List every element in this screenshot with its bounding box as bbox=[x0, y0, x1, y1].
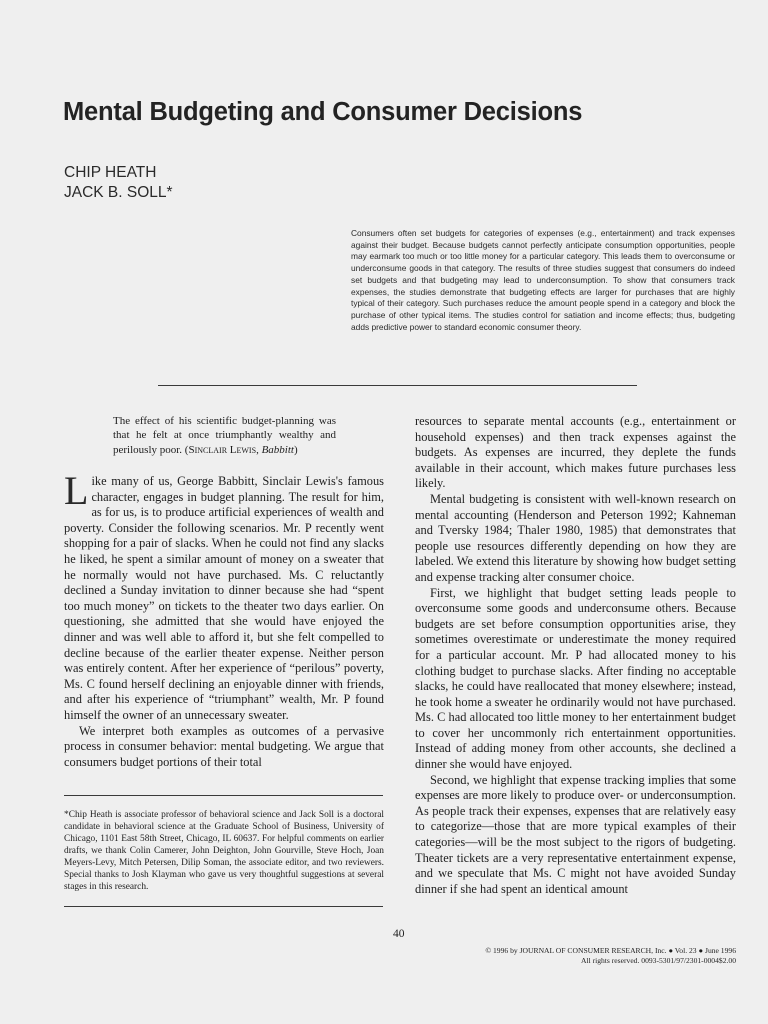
copyright-line: All rights reserved. 0093-5301/97/2301-0004$2.00 bbox=[580, 956, 736, 965]
footnote-end-rule bbox=[64, 906, 383, 907]
author-name: JACK B. SOLL* bbox=[64, 184, 173, 201]
body-column-left bbox=[64, 468, 384, 770]
epigraph-author: Sinclair Lewis bbox=[188, 443, 257, 456]
abstract: Consumers often set budgets for categories of expenses (e.g., entertainment) and track expenses against their budget. Because budgets cannot perfectly anticipate consumption opportunities, people may earmark too much or too little money for a particular category. This leads them to overconsume or underconsume goods in that category. The results of three studies suggest that consumers do indeed set budgets and that budgeting may lead to underconsumption. To show that consumers track expenses, the studies demonstrate that budgeting effects are larger for purchases that are highly typical of their category. Such purchases reduce the amount people spend in a category and block the purchase of other typical items. The studies control for satiation and income effects; thus, budgeting adds predictive power to standard economic consumer theory. bbox=[351, 228, 735, 332]
body-paragraph: First, we highlight that budget setting leads people to overconsume some goods and underconsume others. Because budgets are set before consumption opportunities arise, they sometimes overestimate or underestimate the money required for a particular account. Mr. P had allocated money to his clothing budget to purchase slacks. After finding no acceptable slacks, he could have reallocated that money elsewhere; instead, he took home a sweater he ordinarily would not have purchased. Ms. C had allocated too little money to her entertainment budget to cover her uncommonly rich entertainment opportunities. Instead of adding money from other accounts, she declined a dinner she would have enjoyed. bbox=[415, 585, 736, 772]
article-title: Mental Budgeting and Consumer Decisions bbox=[63, 98, 583, 126]
author-name: CHIP HEATH bbox=[64, 164, 157, 181]
drop-cap: L bbox=[64, 468, 89, 513]
body-paragraph: resources to separate mental accounts (e.g., entertainment or household expenses) and then track expenses against the budgets. As expenses are incurred, they deplete the funds available in their account, which makes future purchases less likely. bbox=[415, 414, 736, 491]
body-paragraph: Second, we highlight that expense tracking implies that some expenses are more likely to produce over- or underconsumption. As people track their expenses, expenses that are relatively easy to categorize—those that are more typical examples of their categories—will be the most subject to the rigors of budgeting. Theater tickets are a very representative entertainment expense, and we speculate that Ms. C might not have avoided Sunday dinner if she had spent an identical amount bbox=[415, 772, 736, 896]
epigraph-separator: , bbox=[256, 443, 262, 456]
body-paragraph bbox=[64, 468, 384, 724]
body-paragraph: Mental budgeting is consistent with well-known research on mental accounting (Henderson and Peterson 1992; Kahneman and Tversky 1984; Thaler 1980, 1985) that demonstrates that people use resources differently depending on how they are labeled. We extend this literature by showing how budget setting and expense tracking alter consumer choice. bbox=[415, 491, 736, 584]
epigraph-text: The effect of his scientific budget-planning was that he felt at once triumphantly wealthy and perilously poor. ( bbox=[113, 415, 336, 456]
copyright-notice bbox=[485, 946, 736, 966]
epigraph bbox=[113, 414, 336, 457]
paragraph-text: ike many of us, George Babbitt, Sinclair Lewis's famous character, engages in budget planning. The result for him, as for us, is to produce artificial experiences of wealth and poverty. Consider the following scenarios. Mr. P recently went shopping for a pair of slacks. When he could not find any slacks he liked, he spent a similar amount of money on a sweater that he normally would not have purchased. Ms. C reluctantly declined a Sunday invitation to dinner because she had “spent too much money” on tickets to the theater two days earlier. On questioning, she admitted that she would have enjoyed the dinner and was well able to afford it, but she felt compelled to decline because of the earlier theater expense. Neither person was entirely content. After her experience of “perilous” poverty, Ms. C found herself declining an enjoyable dinner with friends, and after his experience of “triumphant” wealth, Mr. P found himself the owner of an unnecessary sweater. bbox=[64, 474, 384, 722]
page-number: 40 bbox=[393, 928, 405, 940]
epigraph-close: ) bbox=[293, 443, 298, 456]
epigraph-work: Babbitt bbox=[261, 443, 294, 456]
author-footnote: *Chip Heath is associate professor of behavioral science and Jack Soll is a doctoral candidate in behavioral science at the Graduate School of Business, University of Chicago, 1101 East 58th Street, Chicago, IL 60637. For helpful comments on earlier drafts, we thank Colin Camerer, John Deighton, John Gourville, Steve Hoch, Joan Meyers-Levy, Mitch Petersen, Dilip Soman, the associate editor, and two reviewers. Special thanks to Josh Klayman who gave us very thoughtful suggestions at several stages in this research. bbox=[64, 810, 384, 892]
author-list bbox=[64, 163, 173, 203]
footnote-divider bbox=[64, 795, 383, 796]
copyright-line: © 1996 by JOURNAL OF CONSUMER RESEARCH, Inc. ● Vol. 23 ● June 1996 bbox=[485, 946, 736, 955]
section-divider bbox=[158, 385, 637, 386]
body-paragraph: We interpret both examples as outcomes of a pervasive process in consumer behavior: mental budgeting. We argue that consumers budget portions of their total bbox=[64, 723, 384, 769]
body-column-right bbox=[415, 414, 736, 897]
